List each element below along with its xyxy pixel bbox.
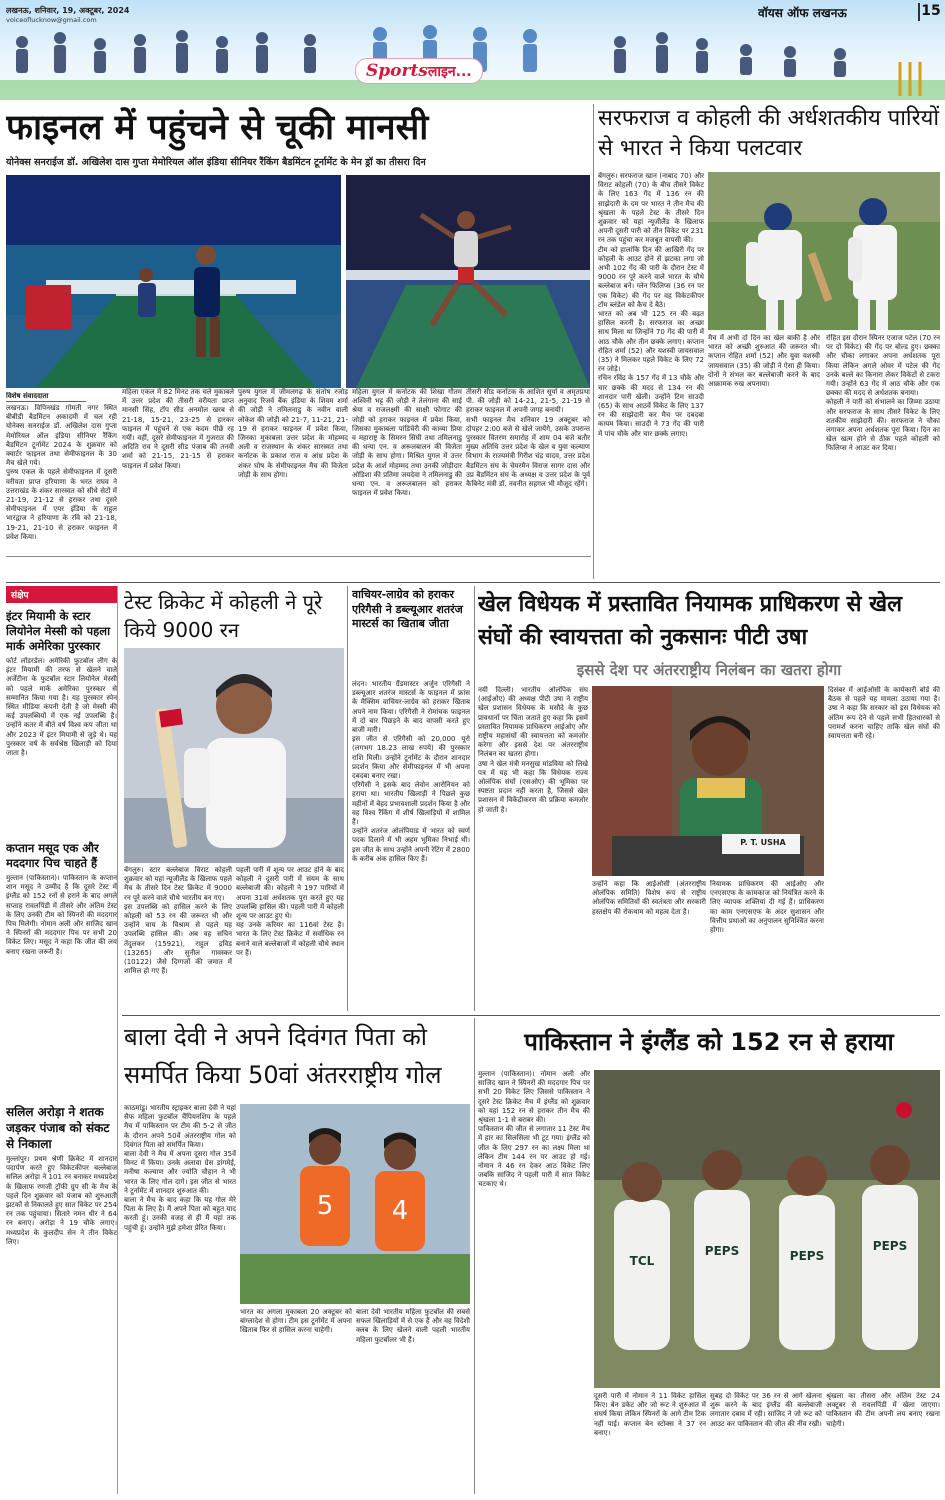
website-line: voiceoflucknow@gmail.com bbox=[6, 16, 97, 24]
sarfaraz-body-col-2 bbox=[708, 334, 820, 580]
usha-body-col-3 bbox=[710, 880, 824, 1011]
section-title-en: Sports bbox=[366, 61, 428, 81]
kohli-body-p1: बेंगलुरु। स्टार बल्लेबाज विराट कोहली शुक्रवार को यहां न्यूजीलैंड के खिलाफ पहले मैच के तीसरे दिन टेस्ट क्रिकेट में 9000 रन पूरे करने वाले चौथे भारतीय बन गए। bbox=[124, 866, 232, 902]
sarfaraz-body-p6: रोहित इस दौरान स्पिनर एजाज पटेल (70 रन पर दो विकेट) की गेंद पर बोल्ड हुए। छक्का और चौका लगाकर अपना अर्धशतक पूरा किया लेकिन अगले ओवर में पटेल की गेंद उनके बल्ले का किनारा लेकर विकेटों से टकरा गयी। उन्होंने 63 गेंद में आठ चौके और एक छक्का की मदद से अर्धशतक बनाया। bbox=[826, 334, 940, 398]
kohli-photo bbox=[124, 648, 344, 863]
divider-v-4 bbox=[474, 1018, 475, 1494]
kohli-body-p2: इस उपलब्धि को हासिल करने के लिए कोहली को 53 रन की जरूरत थी और उन्होंने चाय के विश्राम से पहले यह उपलब्धि हासिल की। अब वह सचिन तेंदुलकर (15921), राहुल द्रविड़ (13265) और सुनील गावस्कर (10122) जैसे दिग्गजों की जमात में शामिल हो गए हैं। bbox=[124, 902, 232, 976]
pakistan-photo bbox=[594, 1070, 940, 1388]
section-title-hi: लाइन... bbox=[427, 64, 472, 80]
mansi-byline: विशेष संवाददाता bbox=[6, 392, 86, 402]
sarfaraz-body-p4: रचिन रविंद्र के 157 गेंद में 13 चौके और चार छक्के की मदद से 134 रन की शानदार पारी खेली। उन्होंने टिम साउदी (65) के साथ आठवें विकेट के लिए 137 रन की साझेदारी कर मैच पर दबदबा कायम किया। साउदी ने 73 गेंद की पारी में पांच चौके और चार छक्के लगाए। bbox=[598, 374, 704, 438]
chess-body-p2: इस जीत से एरिगैसी को 20,000 यूरो (लगभग 18.23 लाख रुपये) की पुरस्कार राशि मिली। उन्होंने टूर्नामेंट के दौरान शानदार प्रदर्शन किया और सेमीफाइनल में भी अपना दबदबा बनाए रखा। bbox=[352, 735, 470, 781]
bala-body-p3: बाला ने मैच के बाद कहा कि यह गोल मेरे पिता के लिए है। मैं अपने पिता को बहुत याद करती हूं। उनकी वजह से ही मैं यहां तक पहुंची हूं। उन्होंने मुझे हमेशा प्रेरित किया। bbox=[124, 1196, 236, 1232]
usha-body-col-4 bbox=[828, 686, 940, 1011]
kohli-body-p3: पहली पारी में शून्य पर आउट होने के बाद कोहली ने दूसरी पारी में संयम के साथ बल्लेबाजी की। कोहली ने 197 पारियों में अपना 31वां अर्धशतक पूरा करते हुए यह उपलब्धि हासिल की। पहली पारी में कोहली शून्य पर आउट हुए थे। bbox=[236, 866, 344, 921]
brief-label: संक्षेप bbox=[6, 586, 117, 603]
divider-v-3 bbox=[474, 586, 475, 1011]
mansi-body-col-2 bbox=[122, 388, 234, 552]
bala-headline: बाला देवी ने अपने दिवंगत पिता को समर्पित किया 50वां अंतरराष्ट्रीय गोल bbox=[124, 1023, 442, 1089]
usha-body-p4: नियामक प्राधिकरण की आईओए और एनएसएफ के कामकाज को नियंत्रित करने के लिए व्यापक शक्तियां दी गई हैं। प्राधिकरण का काम एनएसएफ के अंदर सुशासन और वित्तीय प्रथाओं का अनुपालन सुनिश्चित करना होगा। bbox=[710, 880, 824, 935]
bala-body-p4: भारत का अगला मुकाबला 20 अक्टूबर को बांग्लादेश से होगा। टीम इस टूर्नामेंट में अपना खिताब फिर से हासिल करना चाहेगी। bbox=[240, 1308, 352, 1335]
mansi-body-p1: लखनऊ। विपिनखंड गोमती नगर स्थित बीबीडी बैडमिंटन अकादमी में चल रही योनेक्स सनराईज डॉ. अखिलेश दास गुप्ता मेमोरियल ऑल इंडिया सीनियर रैंकिंग बैडमिंटन टूर्नामेंट 2024 के शुक्रवार को क्वार्टर फाइनल तथा सेमीफाइनल के 30 मैच खेले गये। bbox=[6, 404, 117, 468]
sarfaraz-body-p3: भारत को अब भी 125 रन की बढ़त हासिल करनी है। सरफराज का अच्छा साथ मिला था जिन्होंने 70 गेंद की पारी में आठ चौके और तीन छक्के लगाए। कप्तान रोहित शर्मा (52) और यशस्वी जायसवाल (35) ने मिलकर पहले विकेट के लिए 72 रन जोड़े। bbox=[598, 310, 704, 374]
chess-body bbox=[352, 680, 470, 1011]
brief-item-1-body: फोर्ट लॉडरडेल। अमेरिकी फुटबॉल लीग के इंटर मियामी की तरफ से खेलने वाले अर्जेंटीना के फुटबॉल स्टार लियोनेल मेस्सी को पहले मार्क अमेरिका पुरस्कार से सम्मानित किया गया है। यह पुरस्कार स्पेन स्थित मीडिया कंपनी देती है जो मेस्सी की कई उपलब्धियों में एक नई उपलब्धि है। उन्होंने कतर में बीते वर्ष विश्व कप जीता था और 2023 में इंटर मियामी से जुड़े थे। यह पुरस्कार वर्ष के सर्वश्रेष्ठ खिलाड़ी को दिया जाता है। bbox=[6, 657, 117, 758]
paper-name: वॉयस ऑफ लखनऊ bbox=[758, 6, 847, 20]
divider-h-2 bbox=[6, 582, 940, 583]
bala-body-col-2 bbox=[240, 1308, 352, 1494]
mansi-body-p2: पुरुष एकल के पहले सेमीफाइनल में दूसरी वरीयता प्राप्त हरियाणा के भरत राघव ने उत्तराखंड के शंकर सारस्वत को सीधे सेटों में 21-19, 21-12 से हराकर तथा दूसरे सेमीफाइनल में एयर इंडिया के राहुल भारद्वाज ने हरियाणा के रवि को 21-18, 19-21, 21-10 से हराकर फाइनल में प्रवेश किया। bbox=[6, 468, 117, 541]
mansi-body-col-1 bbox=[6, 404, 117, 552]
svg-text:PEPS: PEPS bbox=[872, 1239, 908, 1253]
sarfaraz-body-p5: मैच में अभी दो दिन का खेल बाकी है और भारत को अच्छी शुरुआत की जरूरत थी। कप्तान रोहित शर्मा (52) और युवा यशस्वी जायसवाल (35) की जोड़ी ने ऐसा ही किया। दोनों ने संभल कर बल्लेबाजी करने के बाद आक्रामक रुख अपनाया। bbox=[708, 334, 820, 389]
usha-body-p2: उषा ने खेल मंत्री मनसुख मांडविया को लिखे पत्र में यह भी कहा कि विधेयक राज्य ओलंपिक संघों (एसओए) की भूमिका पर स्पष्टता प्रदान नहीं करता है, जिससे खेल प्रशासन में विकेंद्रीकरण की प्रक्रिया कमजोर हो जाती है। bbox=[478, 759, 588, 814]
sarfaraz-body-p2: टीम को हालांकि दिन की आखिरी गेंद पर कोहली के आउट होने से झटका लगा जो अभी 102 गेंद की पारी के दौरान टेस्ट में 9000 रन पूरे करने वाले भारत के चौथे बल्लेबाज बने। ग्लेन फिलिप्स (36 रन पर एक विकेट) की गेंद पर वह विकेटकीपर टॉम ब्लंडेल को कैच दे बैठे। bbox=[598, 245, 704, 309]
mansi-body-p4: पुरुष युगल में जीमलगढ़ के संतोष रजोड़ अनुवाद रिजर्व बैंक इंडिया के शिवम शर्मा की जोड़ी ने तमिलनाडु के नवीन वाली लोकेश की जोड़ी को 21-7, 11-21, 21-19 से हराकर फाइनल में प्रवेश किया, जिनका मुकाबला उत्तर प्रदेश के मोहम्मद अली व राजस्थान के शंकर सारस्वत तथा कर्नाटक के प्रकाश राज व आंध्र प्रदेश के शंकर घोष के सेमीफाइनल मैच की विजेता जोड़ी के साथ होगा। bbox=[238, 388, 348, 479]
divider-v-1 bbox=[593, 104, 594, 579]
pakistan-body-p1: मुल्तान (पाकिस्तान)। नोमान अली और साजिद खान ने स्पिनरों की मददगार पिच पर सभी 20 विकेट लिए जिससे पाकिस्तान ने दूसरे टेस्ट क्रिकेट मैच में इंग्लैंड को शुक्रवार को यहां 152 रन से हराकर तीन मैच की श्रृंखला 1-1 से बराबर की। bbox=[478, 1070, 590, 1125]
svg-text:4: 4 bbox=[391, 1196, 409, 1226]
mansi-subhead: योनेक्स सनराईज डॉ. अखिलेश दास गुप्ता मेमोरियल ऑल इंडिया सीनियर रैंकिंग बैडमिंटन टूर्नामेंट के मेन ड्रॉ का तीसरा दिन bbox=[6, 157, 426, 168]
divider-h-1 bbox=[6, 556, 591, 557]
sarfaraz-body-p7: कोहली ने पारी को संभालने का जिम्मा उठाया और सरफराज के साथ तीसरे विकेट के लिए शतकीय साझेदारी की। सरफराज ने चौका लगाकर अपना अर्धशतक पूरा किया। दिन का खेल खत्म होने से ठीक पहले कोहली को फिलिप्स ने आउट कर दिया। bbox=[826, 398, 940, 453]
svg-text:5: 5 bbox=[316, 1191, 334, 1221]
brief-item-2-body: मुल्तान (पाकिस्तान)। पाकिस्तान के कप्तान शान मसूद ने उम्मीद है कि दूसरे टेस्ट में इंग्लैंड को 152 रनों से हराने के बाद अगले सप्ताह रावलपिंडी में तीसरे और अंतिम टेस्ट के लिए उनकी टीम को स्पिनरों की मददगार पिच मिलेगी। नोमान अली और साजिद खान ने स्पिनरों की मददगार पिच पर सभी 20 विकेट लिए। मसूद ने कहा कि जीत की लय बनाए रखना जरूरी है। bbox=[6, 874, 117, 956]
divider-h-3 bbox=[122, 1015, 940, 1016]
usha-body-p3: उन्होंने कहा कि आईओसी (अंतरराष्ट्रीय ओलंपिक समिति) विशेष रूप से राष्ट्रीय ओलंपिक समितियों की स्वतंत्रता और सरकारी हस्तक्षेप की रोकथाम को महत्व देता है। bbox=[592, 880, 706, 916]
kohli-body-col-1 bbox=[124, 866, 232, 1011]
page-number: 15 bbox=[918, 3, 942, 21]
kohli-body-col-2 bbox=[236, 866, 344, 1011]
mansi-body-col-4 bbox=[352, 388, 462, 552]
date-line: लखनऊ, शनिवार, 19, अक्टूबर, 2024 bbox=[6, 6, 130, 15]
sarfaraz-body-col-3 bbox=[826, 334, 940, 580]
pakistan-body-col-1 bbox=[478, 1070, 590, 1494]
sarfaraz-headline: सरफराज व कोहली की अर्धशतकीय पारियों से भारत ने किया पलटवार bbox=[598, 106, 940, 161]
chess-body-p1: लंदन। भारतीय ग्रैंडमास्टर अर्जुन एरिगैसी ने डब्ल्यूआर शतरंज मास्टर्स के फाइनल में फ्रांस के मैक्सिम वाचियर-लाग्रेव को हराकर खिताब अपने नाम किया। एरिगैसी ने रोमांचक फाइनल में दो बार पिछड़ने के बाद वापसी करते हुए बाजी मारी। bbox=[352, 680, 470, 735]
sarfaraz-photo bbox=[708, 172, 940, 330]
mansi-body-p5: महिला युगल में कर्नाटक की शिखा गौतम अश्विनी भट्ट की जोड़ी ने तेलंगाना की साई श्रेया व राजलक्ष्मी की साक्षी फोगाट की जोड़ी को हराकर फाइनल में प्रवेश किया, जिसका मुकाबला पांडिचेरी की काव्या प्रिया व महाराष्ट्र के सिमरन सिंघी तथा तमिलनाडु की धन्या एन. व अरूलबालन की विजेता जोड़ी के साथ होगा। मिश्रित युगल में उत्तर प्रदेश के आर्श मोहम्मद तथा उनकी जोड़ीदार ओडिशा की प्रतिमा जयदेवा ने तमिलनाडु की धन्या एन. व अरूलबालन को हराकर फाइनल में प्रवेश किया। bbox=[352, 388, 462, 498]
chess-body-p3: एरिगैसी ने इसके बाद लेवोन आरोनियन को हराया था। भारतीय खिलाड़ी ने पिछले कुछ महीनों में बेहद प्रभावशाली प्रदर्शन किया है और वह विश्व रैंकिंग में शीर्ष खिलाड़ियों में शामिल हैं। bbox=[352, 781, 470, 827]
brief-box bbox=[6, 586, 118, 1494]
mansi-photo-1 bbox=[6, 175, 341, 388]
kohli-headline: टेस्ट क्रिकेट में कोहली ने पूरे किये 9000 रन bbox=[124, 590, 323, 642]
pakistan-body-col-4 bbox=[826, 1392, 940, 1494]
bala-body-p1: काठमांडू। भारतीय स्ट्राइकर बाला देवी ने यहां सैफ महिला फुटबॉल चैंपियनशिप के पहले मैच में पाकिस्तान पर टीम की 5-2 से जीत के दौरान अपने 50वें अंतरराष्ट्रीय गोल को दिवंगत पिता को समर्पित किया। bbox=[124, 1104, 236, 1149]
usha-photo bbox=[592, 686, 824, 876]
usha-headline: खेल विधेयक में प्रस्तावित नियामक प्राधिकरण से खेल संघों की स्वायत्तता को नुकसानः पीटी उषा bbox=[478, 592, 903, 650]
pakistan-body-col-3 bbox=[710, 1392, 822, 1494]
masthead bbox=[0, 0, 945, 100]
usha-subhead: इससे देश पर अंतरराष्ट्रीय निलंबन का खतरा होगा bbox=[576, 661, 842, 679]
sarfaraz-body-col-1 bbox=[598, 172, 704, 580]
usha-body-p5: दिसंबर में आईओसी के कार्यकारी बोर्ड की बैठक से पहले यह मामला उठाया गया है। उषा ने कहा कि सरकार को इस विधेयक को अंतिम रूप देने से पहले सभी हितधारकों से परामर्श करना चाहिए ताकि खेल संघों की स्वायत्तता बनी रहे। bbox=[828, 686, 940, 741]
mansi-body-p7: सभी फाइनल मैच शनिवार 19 अक्टूबर को दोपहर 2:00 बजे से खेले जायेंगे, उसके उपरान्त पुरस्कार वितरण समारोह में शाम 04 बजे बतौर मुख्य अतिथि उत्तर प्रदेश के खेल व युवा कल्याण विभाग के राज्यमंत्री गिरीश चंद्र यादव, उत्तर प्रदेश बैडमिंटन संघ के चेयरमैन विराज सागर दास और उप्र बैडमिंटन संघ के अध्यक्ष व उत्तर प्रदेश के पूर्व कैबिनेट मंत्री डॉ. नवनीत सहगल भी मौजूद रहेंगे। bbox=[466, 415, 590, 489]
mansi-body-col-3 bbox=[238, 388, 348, 552]
section-title bbox=[355, 58, 483, 84]
divider-v-2 bbox=[347, 586, 348, 1011]
mansi-photo-2 bbox=[346, 175, 590, 388]
mansi-headline: फाइनल में पहुंचने से चूकी मानसी bbox=[6, 108, 429, 148]
chess-body-p4: उन्होंने शतरंज ओलंपियाड में भारत को स्वर्ण पदक दिलाने में भी अहम भूमिका निभाई थी। इस जीत के साथ उन्होंने अपनी रेटिंग में 2800 के करीब अंक हासिल किए हैं। bbox=[352, 827, 470, 863]
usha-body-p1: नयी दिल्ली। भारतीय ओलंपिक संघ (आईओए) की अध्यक्ष पीटी उषा ने राष्ट्रीय खेल प्रशासन विधेयक के मसौदे के कुछ प्रावधानों पर चिंता जताते हुए कहा कि इसमें प्रस्तावित नियामक प्राधिकरण आईओए और राष्ट्रीय महासंघों की स्वायत्तता को कमजोर करेगा और इससे देश पर अंतरराष्ट्रीय निलंबन का खतरा होगा। bbox=[478, 686, 588, 759]
pakistan-body-p4: सुबह दो विकेट पर 36 रन से आगे खेलना शुरू करने के बाद इंग्लैंड की बल्लेबाजी लगातार दबाव में रही। साजिद ने जो रूट को आउट कर पाकिस्तान की जीत की नींव रखी। bbox=[710, 1392, 822, 1428]
mansi-body-col-5 bbox=[466, 388, 590, 552]
bala-body-col-1 bbox=[124, 1104, 236, 1494]
usha-body-col-1 bbox=[478, 686, 588, 1011]
pakistan-body-p2: पाकिस्तान की जीत से लगातार 11 टेस्ट मैच में हार का सिलसिला भी टूट गया। इंग्लैंड को जीत के लिए 297 रन का लक्ष्य मिला था लेकिन टीम 144 रन पर आउट हो गई। नोमान ने 46 रन देकर आठ विकेट लिए जबकि साजिद ने पहली पारी में सात विकेट चटकाए थे। bbox=[478, 1125, 590, 1189]
svg-text:PEPS: PEPS bbox=[789, 1249, 825, 1263]
chess-headline: वाचियर-लाग्रेव को हराकर एरिगैसी ने डब्ल्यूआर शतरंज मास्टर्स का खिताब जीता bbox=[352, 588, 463, 630]
mansi-body-p3: महिला एकल में 82 मिनट तक चले मुकाबले में उत्तर प्रदेश की तीसरी वरीयता प्राप्त मानसी सिंह, टॉप सीड अनमोल खरब से 21-18, 15-21, 23-25 से हारकर फाइनल में पहुंचने से एक कदम पीछे रह गयीं। वहीं, दूसरे सेमीफाइनल में गुजरात की अदिति राव ने दूसरी सीड पंजाब की तनवी शर्मा को 21-15, 21-15 से हराकर फाइनल में प्रवेश किया। bbox=[122, 388, 234, 470]
bala-body-p5: बाला देवी भारतीय महिला फुटबॉल की सबसे सफल खिलाड़ियों में से एक हैं और वह विदेशी क्लब के लिए खेलने वाली पहली भारतीय महिला फुटबॉलर भी हैं। bbox=[356, 1308, 470, 1344]
pakistan-body-p3: दूसरी पारी में नोमान ने 11 विकेट हासिल किए। बेन डकेट और जो रूट ने शुरुआत में संघर्ष किया लेकिन स्पिनरों के आगे टीम टिक नहीं पाई। कप्तान बेन स्टोक्स ने 37 रन बनाए। bbox=[594, 1392, 706, 1437]
mansi-body-p6: तीसरी सीड कर्नाटक के आशित सूर्या व अमृतप्रथा पी. की जोड़ी को 14-21, 21-5, 21-19 से हराकर फाइनल में अपनी जगह बनायी। bbox=[466, 388, 590, 415]
brief-item-3-headline: सलिल अरोड़ा ने शतक जड़कर पंजाब को संकट से निकाला bbox=[6, 1105, 110, 1151]
usha-body-col-2 bbox=[592, 880, 706, 1011]
brief-item-2-headline: कप्तान मसूद एक और मददगार पिच चाहते हैं bbox=[6, 841, 99, 870]
brief-item-3-body: मुल्लांपुर। प्रथम श्रेणी क्रिकेट में शानदार पदार्पण करते हुए विकेटकीपर बल्लेबाज सलिल अरोड़ा ने 101 रन बनाकर मध्यप्रदेश के खिलाफ रणजी ट्रॉफी ग्रुप सी के मैच के पहले दिन शुक्रवार को पंजाब को शुरुआती झटकों से निकालते हुए सात विकेट पर 254 रन तक पहुंचाया। सितारे नमन धीर ने 64 रन बनाए। अरोड़ा ने 19 चौके लगाए। मध्यप्रदेश के कुलदीप सेन ने तीन विकेट लिए। bbox=[6, 1155, 117, 1246]
svg-text:PEPS: PEPS bbox=[704, 1244, 740, 1258]
pakistan-body-col-2 bbox=[594, 1392, 706, 1494]
pakistan-headline: पाकिस्तान ने इंग्लैंड को 152 रन से हराया bbox=[524, 1028, 894, 1056]
bala-photo bbox=[240, 1104, 470, 1304]
sarfaraz-body-p1: बेंगलुरु। सरफराज खान (नाबाद 70) और विराट कोहली (70) के बीच तीसरे विकेट के लिए 163 गेंद में 136 रन की साझेदारी के दम पर भारत ने तीन मैच की श्रृंखला के पहले टेस्ट के तीसरे दिन शुक्रवार को यहां न्यूजीलैंड के खिलाफ अपनी दूसरी पारी को तीन विकेट पर 231 रन तक पहुंचा कर मजबूत वापसी की। bbox=[598, 172, 704, 245]
bala-body-col-3 bbox=[356, 1308, 470, 1494]
bala-body-p2: बाला देवी ने मैच में अपना दूसरा गोल 35वें मिनट में किया। उनके अलावा ग्रेस डांगमेई, मनीषा कल्याण और ज्योति चौहान ने भी भारत के लिए गोल दागे। इस जीत से भारत ने टूर्नामेंट में शानदार शुरुआत की। bbox=[124, 1150, 236, 1195]
usha-photo-caption: P. T. USHA bbox=[740, 838, 786, 847]
brief-item-1-headline: इंटर मियामी के स्टार लियोनेल मेस्सी को पहला मार्क अमेरिका पुरस्कार bbox=[6, 609, 111, 653]
kohli-body-p4: यह उनके करियर का 116वां टेस्ट है। भारत के लिए टेस्ट क्रिकेट में सर्वाधिक रन बनाने वाले बल्लेबाजों में कोहली चौथे स्थान पर हैं। bbox=[236, 921, 344, 957]
pakistan-body-p5: श्रृंखला का तीसरा और अंतिम टेस्ट 24 अक्टूबर से रावलपिंडी में खेला जाएगा। पाकिस्तान की टीम अपनी लय बनाए रखना चाहेगी। bbox=[826, 1392, 940, 1428]
svg-text:TCL: TCL bbox=[629, 1254, 655, 1268]
